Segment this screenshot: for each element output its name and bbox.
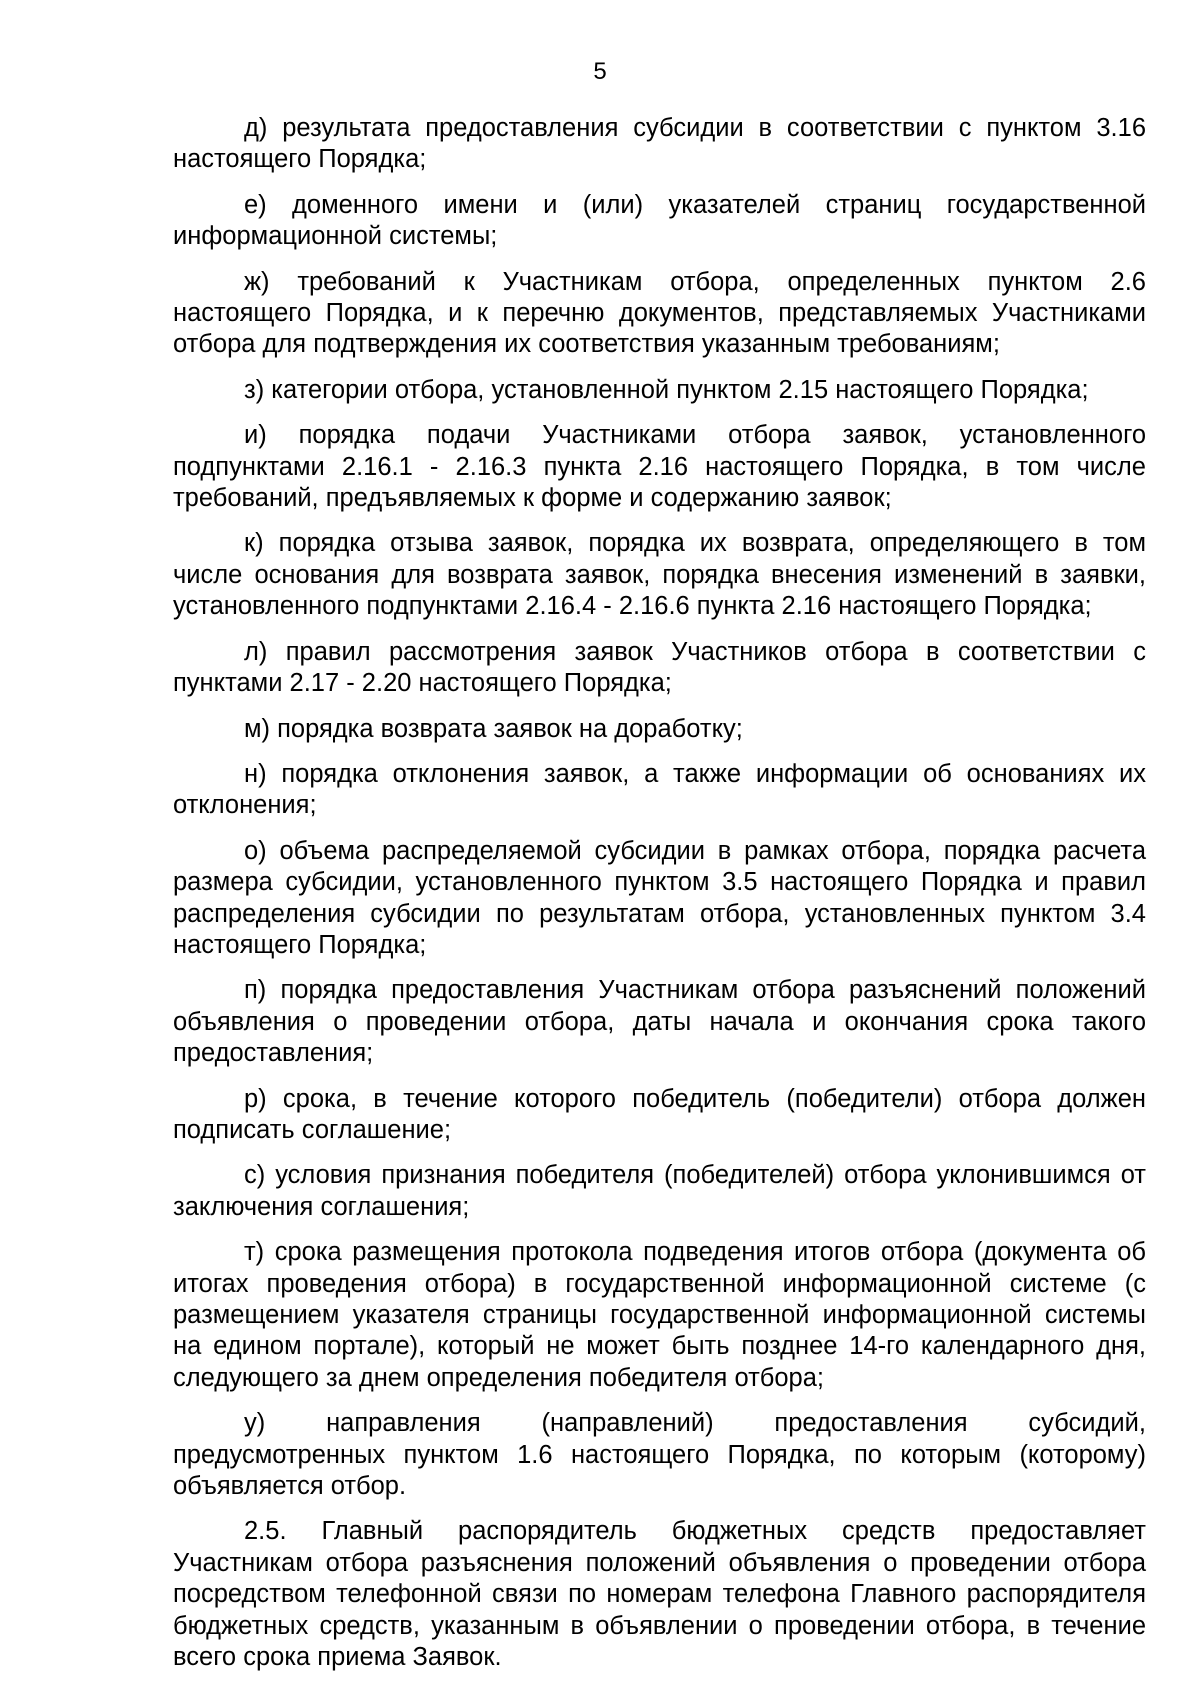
paragraph-p: п) порядка предоставления Участникам отбора разъяснений положений объявления о проведении отбора, даты начала и окончания срока такого предоставления;: [173, 976, 1146, 1068]
paragraph-e: е) доменного имени и (или) указателей страниц государственной информационной системы;: [173, 190, 1146, 251]
paragraph-r: р) срока, в течение которого победитель (победители) отбора должен подписать соглашение;: [173, 1084, 1146, 1144]
paragraph-o: о) объема распределяемой субсидии в рамках отбора, порядка расчета размера субсидии, установленного пунктом 3.5 настоящего Порядка и правил распределения субсидии по результатам отбора, установленных пунктом 3.4 настоящего Порядка;: [173, 836, 1146, 959]
paragraph-d: д) результата предоставления субсидии в соответствии с пунктом 3.16 настоящего Порядка;: [173, 114, 1146, 174]
paragraph-t: т) срока размещения протокола подведения итогов отбора (документа об итогах проведения отбора) в государственной информационной системе (с размещением указателя страницы государственной информационной системы на едином портале), который не может быть позднее 14-го календарного дня, следующего за днем определения победителя отбора;: [173, 1238, 1146, 1392]
document-body: [173, 113, 1146, 1687]
paragraph-s: с) условия признания победителя (победителей) отбора уклонившимся от заключения соглашения;: [173, 1161, 1146, 1221]
paragraph-z: з) категории отбора, установленной пунктом 2.15 настоящего Порядка;: [244, 375, 1089, 404]
paragraph-k: к) порядка отзыва заявок, порядка их возврата, определяющего в том числе основания для возврата заявок, порядка внесения изменений в заявки, установленного подпунктами 2.16.4 - 2.16.6 пункта 2.16 настоящего Порядка;: [173, 529, 1146, 621]
paragraph-2-5: 2.5. Главный распорядитель бюджетных средств предоставляет Участникам отбора разъяснения положений объявления о проведении отбора посредством телефонной связи по номерам телефона Главного распорядителя бюджетных средств, указанным в объявлении о проведении отбора, в течение всего срока приема Заявок.: [173, 1517, 1146, 1672]
paragraph-i: и) порядка подачи Участниками отбора заявок, установленного подпунктами 2.16.1 - 2.16.3 пункта 2.16 настоящего Порядка, в том числе требований, предъявляемых к форме и содержанию заявок;: [173, 421, 1146, 513]
page-number: 5: [593, 58, 607, 85]
paragraph-m: м) порядка возврата заявок на доработку;: [244, 714, 743, 743]
paragraph-u: у) направления (направлений) предоставления субсидий, предусмотренных пунктом 1.6 настоящего Порядка, по которым (которому) объявляется отбор.: [173, 1409, 1146, 1501]
paragraph-l: л) правил рассмотрения заявок Участников отбора в соответствии с пунктами 2.17 - 2.20 настоящего Порядка;: [173, 637, 1146, 698]
paragraph-n: н) порядка отклонения заявок, а также информации об основаниях их отклонения;: [173, 759, 1146, 820]
paragraph-zh: ж) требований к Участникам отбора, определенных пунктом 2.6 настоящего Порядка, и к перечню документов, представляемых Участниками отбора для подтверждения их соответствия указанным требованиям;: [173, 267, 1146, 359]
